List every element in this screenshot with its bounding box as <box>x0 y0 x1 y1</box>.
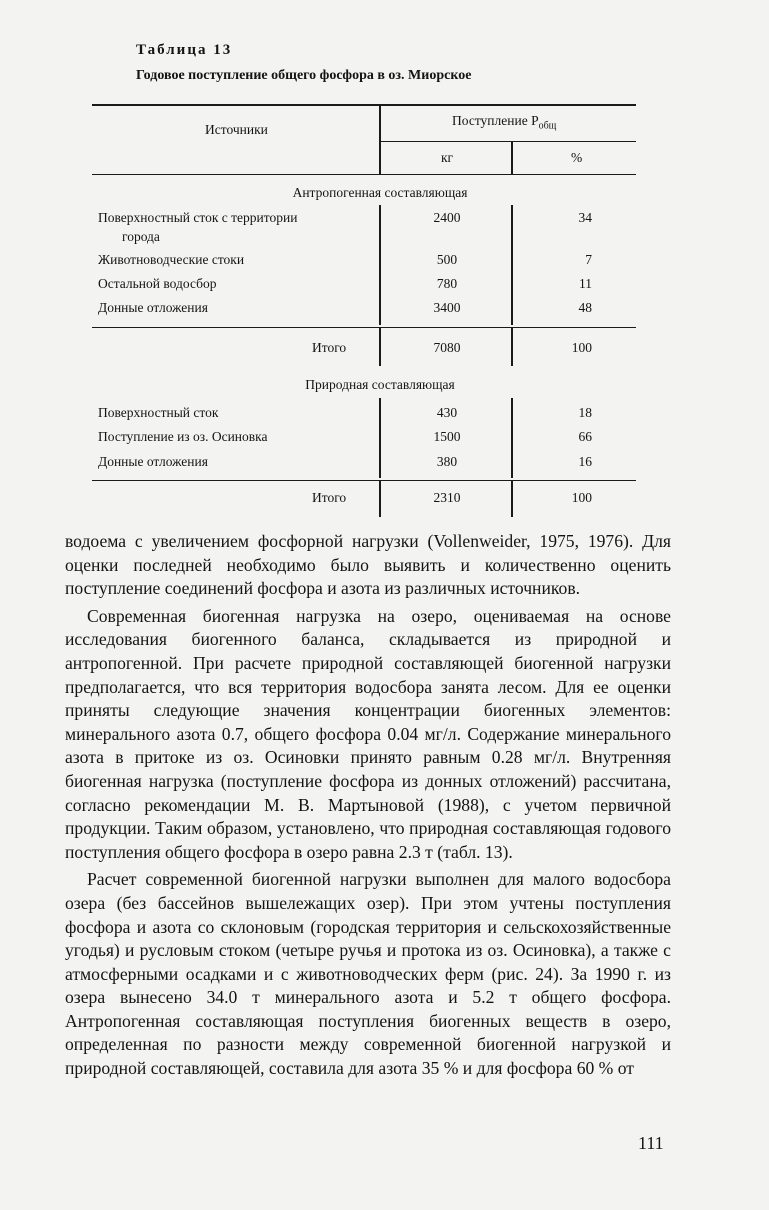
total-kg: 2310 <box>433 490 461 505</box>
row-source: Поверхностный сток <box>98 405 219 420</box>
header-inflow-subscript: общ <box>538 120 557 132</box>
table-top-rule <box>92 104 636 106</box>
paragraph: Современная биогенная нагрузка на озеро, оцениваемая на основе исследования биогенного баланса, складывается из природной и антропогенной. При расчете природной составляющей биогенной нагрузки предполагается, что вся территория водосбора занята лесом. Для ее оценки приняты следующие значения концентрации биогенных элементов: минерального азота 0.7, общего фосфора 0.04 мг/л. Содержание минерального азота в притоке из оз. Осиновки принято равным 0.28 мг/л. Внутренняя биогенная нагрузка (поступление фосфора из донных отложений) рассчитана, согласно рекомендации М. В. Мартыновой (1988), с учетом первичной продукции. Таким образом, установлено, что природная составляющая годового поступления общего фосфора в озеро равна 2.3 т (табл. 13). <box>65 605 671 862</box>
body-divider-3 <box>379 398 381 478</box>
section-title-anthropogenic: Антропогенная составляющая <box>292 185 468 200</box>
header-pct: % <box>571 150 583 165</box>
table-number: Таблица 13 <box>136 42 233 58</box>
total-divider-1 <box>379 328 381 366</box>
row-pct: 34 <box>578 210 592 225</box>
section-title-natural: Природная составляющая <box>305 377 455 392</box>
row-pct: 16 <box>578 454 592 469</box>
header-mid-rule <box>380 141 636 142</box>
paragraph: водоема с увеличением фосфорной нагрузки (Vollenweider, 1975, 1976). Для оценки последней необходимо было выявить и количественно оценить поступление соединений фосфора и азота из различных источников. <box>65 531 671 599</box>
table-caption: Годовое поступление общего фосфора в оз. Миорское <box>136 68 472 83</box>
row-source: Поступление из оз. Осиновка <box>98 429 268 444</box>
total-label: Итого <box>312 340 347 355</box>
header-kg: кг <box>440 150 454 165</box>
page-number: 111 <box>638 1133 664 1153</box>
total-label: Итого <box>312 490 347 505</box>
subtotal-rule <box>92 327 636 328</box>
body-text <box>65 530 671 1081</box>
total-pct: 100 <box>571 340 592 355</box>
row-source: Донные отложения <box>98 454 208 469</box>
row-kg: 780 <box>436 276 458 291</box>
header-inflow-label: Поступление P <box>452 113 539 128</box>
column-divider-1 <box>379 104 381 174</box>
header-sources: Источники <box>205 122 268 137</box>
row-kg: 1500 <box>433 429 461 444</box>
row-pct: 48 <box>578 300 592 315</box>
header-inflow <box>452 113 556 132</box>
row-kg: 430 <box>436 405 458 420</box>
row-pct: 66 <box>578 429 592 444</box>
total-divider-3 <box>379 481 381 517</box>
row-source: Остальной водосбор <box>98 276 217 291</box>
row-source-cont: города <box>122 229 160 244</box>
row-pct: 11 <box>579 276 592 291</box>
row-kg: 500 <box>436 252 458 267</box>
row-source: Животноводческие стоки <box>98 252 245 267</box>
row-kg: 3400 <box>433 300 461 315</box>
subtotal-rule <box>92 480 636 481</box>
row-kg: 380 <box>436 454 458 469</box>
paragraph: Расчет современной биогенной нагрузки выполнен для малого водосбора озера (без бассейнов вышележащих озер). При этом учтены поступления фосфора и азота со склоновым (городская территория и сельскохозяйственные угодья) и русловым стоком (четыре ручья и протока из оз. Осиновка), а также с атмосферными осадками и с животноводческих ферм (рис. 24). За 1990 г. из озера вынесено 34.0 т минерального азота и 5.2 т общего фосфора. Антропогенная составляющая поступления биогенных веществ в озеро, определенная по разности между современной биогенной нагрузкой и природной составляющей, составила для азота 35 % и для фосфора 60 % от <box>65 869 671 1079</box>
total-pct: 100 <box>571 490 592 505</box>
body-divider-1 <box>379 205 381 325</box>
row-kg: 2400 <box>433 210 461 225</box>
row-source: Донные отложения <box>98 300 208 315</box>
row-pct: 7 <box>585 252 592 267</box>
header-bottom-rule <box>92 174 636 175</box>
row-source: Поверхностный сток с территории <box>98 210 298 225</box>
row-pct: 18 <box>578 405 592 420</box>
total-kg: 7080 <box>433 340 461 355</box>
